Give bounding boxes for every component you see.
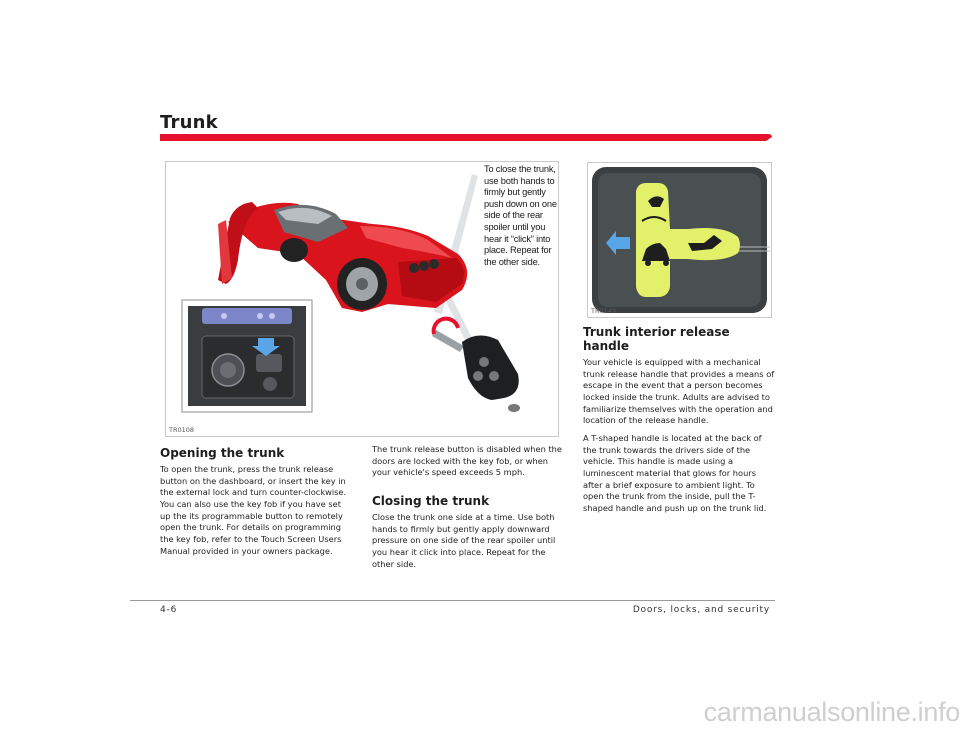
figure-release-handle bbox=[587, 162, 772, 318]
title-accent-bar bbox=[160, 132, 772, 142]
figure-id: TR0149 bbox=[591, 307, 617, 315]
heading-closing-trunk: Closing the trunk bbox=[372, 493, 490, 508]
watermark-text[interactable]: carmanualsonline.info bbox=[703, 697, 960, 727]
release-handle-illustration bbox=[588, 163, 771, 317]
chapter-name: Doors, locks, and security bbox=[632, 605, 770, 615]
heading-interior-release: Trunk interior release handle bbox=[583, 325, 730, 353]
footer-divider bbox=[130, 600, 775, 601]
release-disabled-paragraph: The trunk release button is disabled when the doors are locked with the key fob, or when your vehicle's speed exceeds 5 mph. bbox=[372, 444, 562, 478]
opening-paragraph: To open the trunk, press the trunk release button on the dashboard, or insert the key in the external lock and turn counter-clockwise. You can also use the key fob if you have set up the its programmable button to remotely open the trunk. For details on programming the key fob, refer to the Touch Screen Users Manual provided in your owners package. bbox=[160, 464, 347, 556]
page-number: 4-6 bbox=[160, 605, 178, 615]
figure-callout-text: To close the trunk, use both hands to firmly but gently push down on one side of the rear spoiler until you hear it “click” into place. Repeat for the other side. bbox=[484, 164, 557, 267]
page-title: Trunk bbox=[160, 112, 218, 133]
interior-release-paragraph-2: A T-shaped handle is located at the back of the trunk towards the drivers side of the vehicle. This handle is made using a luminescent material that glows for hours after a brief exposure to ambient light. To open the trunk from the inside, pull the T-shaped handle and push up on the trunk lid. bbox=[583, 432, 767, 513]
heading-opening-trunk: Opening the trunk bbox=[160, 446, 285, 460]
figure-id: TR0108 bbox=[169, 426, 195, 434]
closing-paragraph: Close the trunk one side at a time. Use both hands to firmly but gently apply downward pressure on one side of the rear spoiler until you hear it click into place. Repeat for the other side. bbox=[372, 511, 556, 569]
interior-release-paragraph-1: Your vehicle is equipped with a mechanical trunk release handle that provides a means of escape in the event that a person becomes locked inside the trunk. Adults are advised to familiarize themselves with the operation and location of the release handle. bbox=[583, 357, 775, 426]
